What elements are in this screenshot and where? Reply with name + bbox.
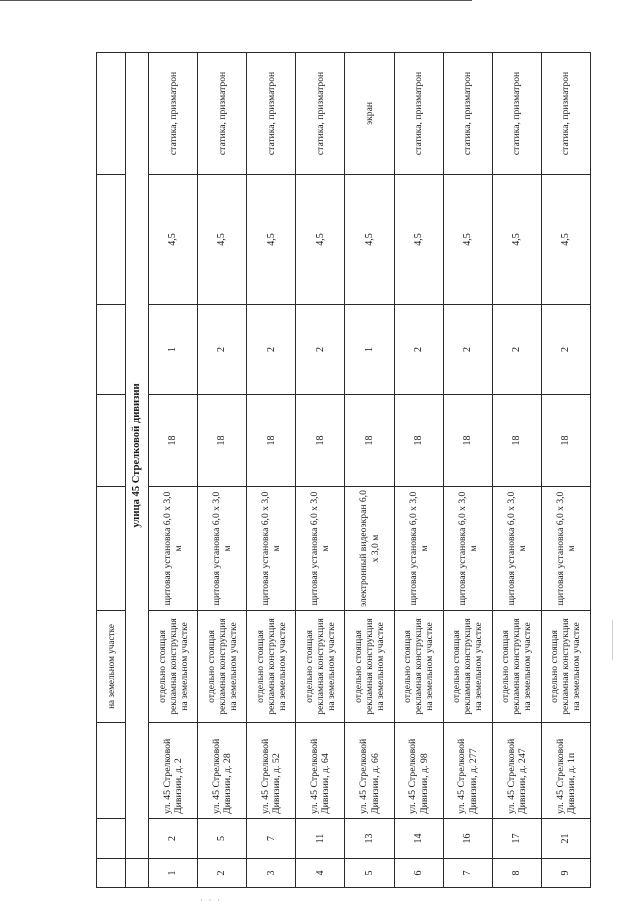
cell-tech: статика, призматрон [296, 53, 345, 175]
cell-tech: статика, призматрон [149, 53, 198, 175]
cont-cell-tech [97, 53, 126, 175]
cell-code: 5 [198, 819, 247, 859]
cell-tech: статика, призматрон [198, 53, 247, 175]
cell-area: 18 [247, 395, 296, 487]
cell-sides: 2 [247, 305, 296, 395]
cell-area: 18 [296, 395, 345, 487]
cell-code: 11 [296, 819, 345, 859]
cell-sides: 2 [541, 305, 590, 395]
cell-index: 7 [443, 859, 492, 888]
cell-height: 4,5 [296, 175, 345, 305]
table-row [345, 53, 394, 888]
cell-size: щитовая установка 6,0 х 3,0 м [541, 487, 590, 611]
cell-size: щитовая установка 6,0 х 3,0 м [296, 487, 345, 611]
cell-address: ул. 45 Стрелковой Дивизии, д. 277 [443, 723, 492, 819]
cell-area: 18 [149, 395, 198, 487]
cell-index: 5 [345, 859, 394, 888]
cell-index: 4 [296, 859, 345, 888]
cell-address: ул. 45 Стрелковой Дивизии, д. 64 [296, 723, 345, 819]
cell-height: 4,5 [198, 175, 247, 305]
table-row [492, 53, 541, 888]
cell-height: 4,5 [492, 175, 541, 305]
cell-sides: 2 [394, 305, 443, 395]
cell-index: 6 [394, 859, 443, 888]
cell-address: ул. 45 Стрелковой Дивизии, д. 28 [198, 723, 247, 819]
cell-type: отдельно стоящая рекламная конструкция на земельном участке [296, 611, 345, 723]
cell-height: 4,5 [149, 175, 198, 305]
cell-size: щитовая установка 6,0 х 3,0 м [394, 487, 443, 611]
cell-type: отдельно стоящая рекламная конструкция на земельном участке [345, 611, 394, 723]
scan-artifact [612, 620, 613, 660]
cell-height: 4,5 [443, 175, 492, 305]
cell-area: 18 [443, 395, 492, 487]
table-row [541, 53, 590, 888]
table-row [443, 53, 492, 888]
cell-tech: статика, призматрон [541, 53, 590, 175]
scan-bottom-marks: · · · [200, 896, 222, 905]
cell-type: отдельно стоящая рекламная конструкция на земельном участке [198, 611, 247, 723]
cont-cell-size [97, 487, 126, 611]
table-row [296, 53, 345, 888]
section-blank-index [126, 859, 149, 888]
cont-cell-type: на земельном участке [97, 611, 126, 723]
cell-type: отдельно стоящая рекламная конструкция на земельном участке [247, 611, 296, 723]
cell-tech: статика, призматрон [394, 53, 443, 175]
cell-area: 18 [198, 395, 247, 487]
cell-tech: экран [345, 53, 394, 175]
cell-height: 4,5 [541, 175, 590, 305]
cell-address: ул. 45 Стрелковой Дивизии, д. 98 [394, 723, 443, 819]
cell-tech: статика, призматрон [492, 53, 541, 175]
cell-type: отдельно стоящая рекламная конструкция на земельном участке [394, 611, 443, 723]
cont-cell-sides [97, 305, 126, 395]
section-title: улица 45 Стрелковой дивизии [126, 53, 149, 859]
cont-cell-address [97, 723, 126, 819]
section-row [126, 53, 149, 888]
cell-code: 16 [443, 819, 492, 859]
cell-index: 8 [492, 859, 541, 888]
cell-height: 4,5 [247, 175, 296, 305]
cell-tech: статика, призматрон [247, 53, 296, 175]
cell-code: 2 [149, 819, 198, 859]
cell-size: щитовая установка 6,0 х 3,0 м [198, 487, 247, 611]
cell-address: ул. 45 Стрелковой Дивизии, д. 247 [492, 723, 541, 819]
advertising-structures-table [96, 52, 591, 888]
cell-index: 9 [541, 859, 590, 888]
cont-cell-code [97, 819, 126, 859]
cell-size: щитовая установка 6,0 х 3,0 м [492, 487, 541, 611]
cont-cell-area [97, 395, 126, 487]
table-row [247, 53, 296, 888]
cell-code: 21 [541, 819, 590, 859]
cell-area: 18 [394, 395, 443, 487]
cell-address: ул. 45 Стрелковой Дивизии, д. 1п [541, 723, 590, 819]
cell-tech: статика, призматрон [443, 53, 492, 175]
cell-height: 4,5 [394, 175, 443, 305]
cell-code: 7 [247, 819, 296, 859]
cell-address: ул. 45 Стрелковой Дивизии, д. 52 [247, 723, 296, 819]
cell-height: 4,5 [345, 175, 394, 305]
cell-address: ул. 45 Стрелковой Дивизии, д. 2 [149, 723, 198, 819]
cell-index: 3 [247, 859, 296, 888]
table-row [198, 53, 247, 888]
cont-cell-height [97, 175, 126, 305]
cell-area: 18 [492, 395, 541, 487]
cell-address: ул. 45 Стрелковой Дивизии, д. 66 [345, 723, 394, 819]
cell-sides: 1 [345, 305, 394, 395]
cell-size: электронный видеоэкран 6,0 х 3,0 м [345, 487, 394, 611]
cell-sides: 2 [443, 305, 492, 395]
continuation-row [97, 53, 126, 888]
cell-type: отдельно стоящая рекламная конструкция на земельном участке [492, 611, 541, 723]
cell-type: отдельно стоящая рекламная конструкция на земельном участке [541, 611, 590, 723]
cell-type: отдельно стоящая рекламная конструкция на земельном участке [149, 611, 198, 723]
cont-cell-index [97, 859, 126, 888]
table-row [149, 53, 198, 888]
cell-code: 14 [394, 819, 443, 859]
cell-index: 1 [149, 859, 198, 888]
table-row [394, 53, 443, 888]
cell-index: 2 [198, 859, 247, 888]
cell-type: отдельно стоящая рекламная конструкция на земельном участке [443, 611, 492, 723]
cell-code: 17 [492, 819, 541, 859]
cell-area: 18 [541, 395, 590, 487]
cell-size: щитовая установка 6,0 х 3,0 м [443, 487, 492, 611]
cell-sides: 1 [149, 305, 198, 395]
cell-size: щитовая установка 6,0 х 3,0 м [247, 487, 296, 611]
cell-area: 18 [345, 395, 394, 487]
rotated-table-page [96, 53, 591, 888]
scan-edge-line [0, 0, 472, 1]
cell-sides: 2 [492, 305, 541, 395]
cell-size: щитовая установка 6,0 х 3,0 м [149, 487, 198, 611]
cell-sides: 2 [198, 305, 247, 395]
cell-code: 13 [345, 819, 394, 859]
cell-sides: 2 [296, 305, 345, 395]
